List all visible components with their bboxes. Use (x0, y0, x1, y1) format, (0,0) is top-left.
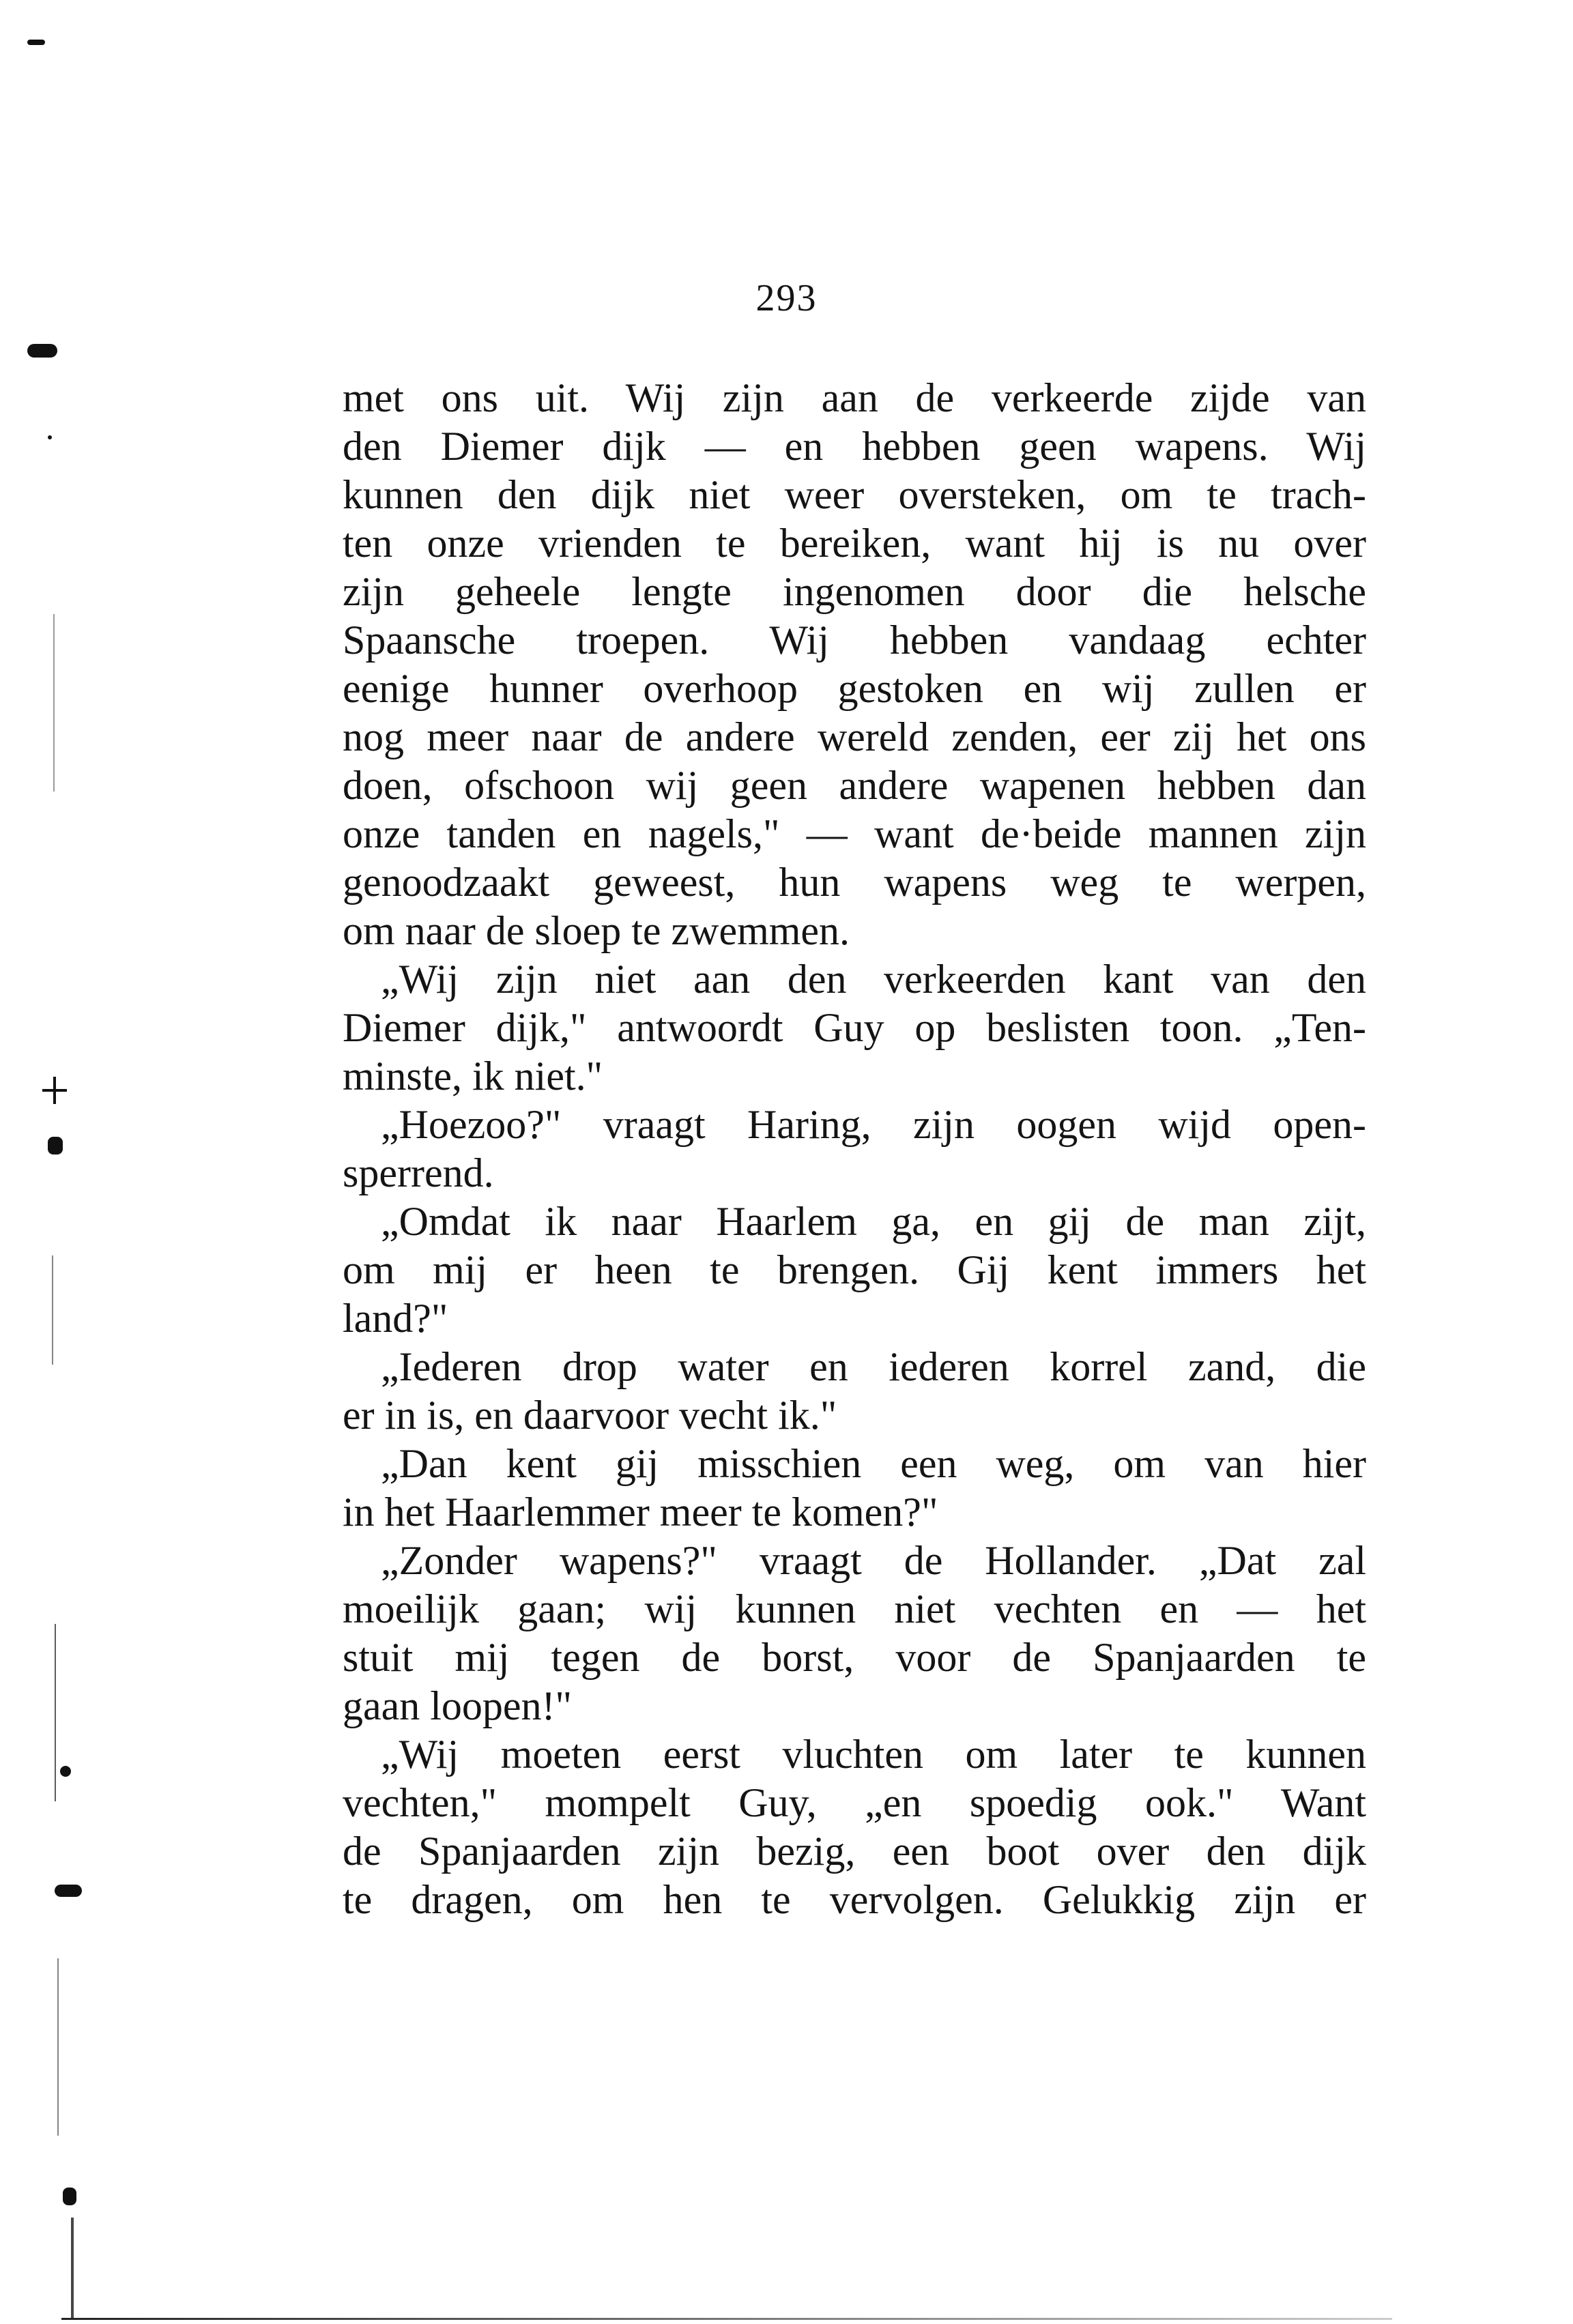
scan-speck (48, 435, 52, 439)
text-line: stuit mij tegen de borst, voor de Spanjaarden te (343, 1635, 1366, 1680)
text-line: „Omdat ik naar Haarlem ga, en gij de man zijt, (381, 1199, 1366, 1244)
text-line: „Zonder wapens?" vraagt de Hollander. „Dat zal (381, 1538, 1366, 1583)
text-line: met ons uit. Wij zijn aan de verkeerde zijde van (343, 375, 1366, 420)
scan-speck (60, 1766, 71, 1777)
bottom-scan-edge (61, 2318, 1392, 2320)
text-line: gaan loopen!" (343, 1683, 573, 1728)
scan-speck (48, 1137, 63, 1154)
scan-speck (63, 2188, 76, 2205)
text-line: doen, ofschoon wij geen andere wapenen hebben dan (343, 763, 1366, 808)
text-line: om mij er heen te brengen. Gij kent immers het (343, 1247, 1366, 1292)
text-line: land?" (343, 1296, 448, 1341)
text-line: genoodzaakt geweest, hun wapens weg te werpen, (343, 860, 1366, 905)
text-line: te dragen, om hen te vervolgen. Gelukkig zijn er (343, 1877, 1366, 1922)
text-line: onze tanden en nagels," — want de·beide mannen zijn (343, 811, 1366, 856)
scan-speck (53, 1077, 56, 1104)
text-line: sperrend. (343, 1150, 494, 1195)
text-line: minste, ik niet." (343, 1054, 603, 1099)
binding-edge-line (57, 1958, 59, 2136)
text-line: moeilijk gaan; wij kunnen niet vechten en — het (343, 1586, 1366, 1631)
text-line: Diemer dijk," antwoordt Guy op beslisten toon. „Ten- (343, 1005, 1366, 1050)
text-line: „Dan kent gij misschien een weg, om van hier (381, 1441, 1366, 1486)
binding-edge-line (55, 1624, 56, 1801)
text-line: vechten," mompelt Guy, „en spoedig ook." Want (343, 1780, 1366, 1825)
scan-speck (27, 344, 57, 358)
text-line: Spaansche troepen. Wij hebben vandaag echter (343, 618, 1366, 663)
text-line: in het Haarlemmer meer te komen?" (343, 1490, 938, 1535)
text-line: de Spanjaarden zijn bezig, een boot over den dijk (343, 1829, 1366, 1874)
text-line: „Wij moeten eerst vluchten om later te kunnen (381, 1732, 1366, 1777)
text-line: eenige hunner overhoop gestoken en wij zullen er (343, 666, 1366, 711)
text-line: den Diemer dijk — en hebben geen wapens. Wij (343, 424, 1366, 469)
text-line: ten onze vrienden te bereiken, want hij is nu over (343, 521, 1366, 566)
text-line: „Hoezoo?" vraagt Haring, zijn oogen wijd open- (381, 1102, 1366, 1147)
text-line: kunnen den dijk niet weer oversteken, om te trach- (343, 472, 1366, 517)
binding-edge-line (53, 614, 55, 791)
page-number: 293 (755, 277, 818, 319)
scan-speck (27, 40, 45, 45)
text-line: nog meer naar de andere wereld zenden, eer zij het ons (343, 714, 1366, 759)
text-line: zijn geheele lengte ingenomen door die helsche (343, 569, 1366, 614)
text-line: „Iederen drop water en iederen korrel zand, die (381, 1344, 1366, 1389)
text-line: om naar de sloep te zwemmen. (343, 908, 850, 953)
body-text (343, 374, 1366, 1924)
binding-edge-line (52, 1255, 53, 1365)
text-line: „Wij zijn niet aan den verkeerden kant van den (381, 957, 1366, 1002)
scan-speck (55, 1885, 82, 1897)
text-line: er in is, en daarvoor vecht ik." (343, 1393, 837, 1438)
binding-edge-line (71, 2218, 74, 2320)
